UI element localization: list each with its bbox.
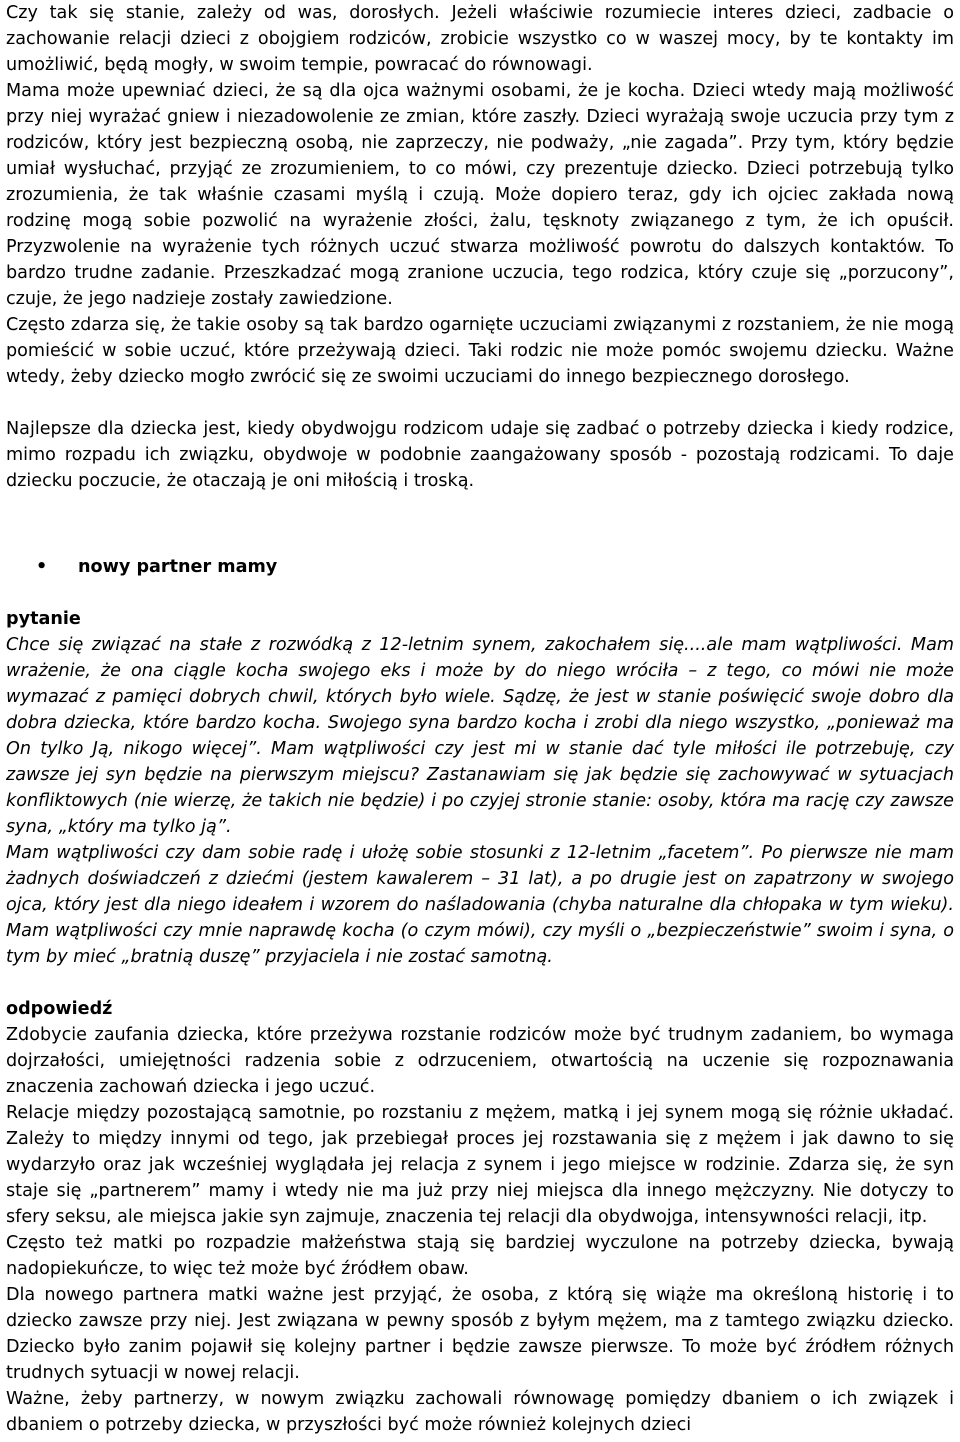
intro-section	[6, 0, 954, 494]
question-paragraph: Mam wątpliwości czy dam sobie radę i ułożę sobie stosunki z 12-letnim „facetem”. Po pierwsze nie mam żadnych doświadczeń z dziećmi (jestem kawalerem – 31 lat), a po drugie jest on zapatrzony w swojego ojca, który jest dla niego ideałem i wzorem do naśladowania (chyba naturalne dla chłopaka w tym wieku). Mam wątpliwości czy mnie naprawdę kocha (o czym mówi), czy myśli o „bezpieczeństwie” swoim i syna, o tym by mieć „bratnią duszę” przyjaciela i nie zostać samotną.	[6, 843, 954, 967]
topic-title: nowy partner mamy	[78, 557, 278, 577]
intro-paragraph: Czy tak się stanie, zależy od was, dorosłych. Jeżeli właściwie rozumiecie interes dzieci, zadbacie o zachowanie relacji dzieci z obojgiem rodziców, zrobicie wszystko co w waszej mocy, by te kontakty im umożliwić, będą mogły, w swoim tempie, powracać do równowagi.	[6, 3, 954, 75]
question-paragraph: Chce się związać na stałe z rozwódką z 12-letnim synem, zakochałem się....ale mam wątpliwości. Mam wrażenie, że ona ciągle kocha swojego eks i może by do niego wróciła – z tego, co mówi nie może wymazać z pamięci dobrych chwil, których było wiele. Sądzę, że jest w stanie poświęcić swoje dobro dla dobra dziecka, które bardzo kocha. Swojego syna bardzo kocha i zrobi dla niego wszystko, „ponieważ ma On tylko Ją, nikogo więcej”. Mam wątpliwości czy jest mi w stanie dać tyle miłości ile potrzebuję, czy zawsze jej syn będzie na pierwszym miejscu? Zastanawiam się jak będzie się zachowywać w sytuacjach konfliktowych (nie wierzę, że takich nie będzie) i po czyjej stronie stanie: osoby, która ma rację czy zawsze syna, „który ma tylko ją”.	[6, 635, 954, 837]
topic-bullet-item	[6, 554, 954, 580]
section-spacer	[6, 580, 954, 606]
question-heading: pytanie	[6, 609, 81, 629]
bullet-icon: •	[36, 557, 48, 577]
section-spacer	[6, 528, 954, 554]
section-spacer	[6, 494, 954, 528]
answer-paragraph: Dla nowego partnera matki ważne jest przyjąć, że osoba, z którą się wiąże ma określoną historię i to dziecko zawsze przy niej. Jest związana w pewny sposób z byłym mężem, ma z tamtego związku dziecko. Dziecko było zanim pojawił się kolejny partner i będzie zawsze pierwsze. To może być źródłem różnych trudnych sytuacji w nowej relacji.	[6, 1285, 954, 1383]
intro-paragraph: Często zdarza się, że takie osoby są tak bardzo ogarnięte uczuciami związanymi z rozstaniem, że nie mogą pomieścić w sobie uczuć, które przeżywają dzieci. Taki rodzic nie może pomóc swojemu dziecku. Ważne wtedy, żeby dziecko mogło zwrócić się ze swoimi uczuciami do innego bezpiecznego dorosłego.	[6, 315, 954, 387]
answer-section	[6, 996, 954, 1438]
section-spacer	[6, 970, 954, 996]
paragraph-spacer	[6, 390, 954, 416]
answer-paragraph: Relacje między pozostającą samotnie, po rozstaniu z mężem, matką i jej synem mogą się różnie układać. Zależy to między innymi od tego, jak przebiegał proces jej rozstawania się z mężem i jak dawno to się wydarzyło oraz jak wcześniej wyglądała jej relacja z synem i jego miejsce w rodzinie. Zdarza się, że syn staje się „partnerem” mamy i wtedy nie ma już przy niej miejsca dla innego mężczyzny. Nie dotyczy to sfery seksu, ale miejsca jakie syn zajmuje, znaczenia tej relacji dla obydwojga, intensywności relacji, itp.	[6, 1103, 954, 1227]
answer-paragraph: Zdobycie zaufania dziecka, które przeżywa rozstanie rodziców może być trudnym zadaniem, bo wymaga dojrzałości, umiejętności radzenia sobie z odrzuceniem, otwartością na uczenie się rozpoznawania znaczenia zachowań dziecka i jego uczuć.	[6, 1025, 954, 1097]
answer-heading: odpowiedź	[6, 999, 113, 1019]
answer-paragraph: Często też matki po rozpadzie małżeństwa stają się bardziej wyczulone na potrzeby dziecka, bywają nadopiekuńcze, to więc też może być źródłem obaw.	[6, 1233, 954, 1279]
answer-paragraph: Ważne, żeby partnerzy, w nowym związku zachowali równowagę pomiędzy dbaniem o ich związek i dbaniem o potrzeby dziecka, w przyszłości być może również kolejnych dzieci	[6, 1389, 954, 1435]
intro-closing-paragraph: Najlepsze dla dziecka jest, kiedy obydwojgu rodzicom udaje się zadbać o potrzeby dziecka i kiedy rodzice, mimo rozpadu ich związku, obydwoje w podobnie zaangażowany sposób - pozostają rodzicami. To daje dziecku poczucie, że otaczają je oni miłością i troską.	[6, 419, 954, 491]
intro-paragraph: Mama może upewniać dzieci, że są dla ojca ważnymi osobami, że je kocha. Dzieci wtedy mają możliwość przy niej wyrażać gniew i niezadowolenie ze zmian, które zaszły. Dzieci wyrażają swoje uczucia przy tym z rodziców, który jest bezpieczną osobą, nie zaprzeczy, nie podważy, „nie zagada”. Przy tym, który będzie umiał wysłuchać, przyjąć ze zrozumieniem, to co mówi, czy prezentuje dziecko. Dzieci potrzebują tylko zrozumienia, że tak właśnie czasami myślą i czują. Może dopiero teraz, gdy ich ojciec zakłada nową rodzinę mogą sobie pozwolić na wyrażenie złości, żalu, tęsknoty związanego z tym, że ich opuścił. Przyzwolenie na wyrażenie tych różnych uczuć stwarza możliwość powrotu do dalszych kontaktów. To bardzo trudne zadanie. Przeszkadzać mogą zranione uczucia, tego rodzica, który czuje się „porzucony”, czuje, że jego nadzieje zostały zawiedzione.	[6, 81, 954, 309]
question-section	[6, 606, 954, 970]
